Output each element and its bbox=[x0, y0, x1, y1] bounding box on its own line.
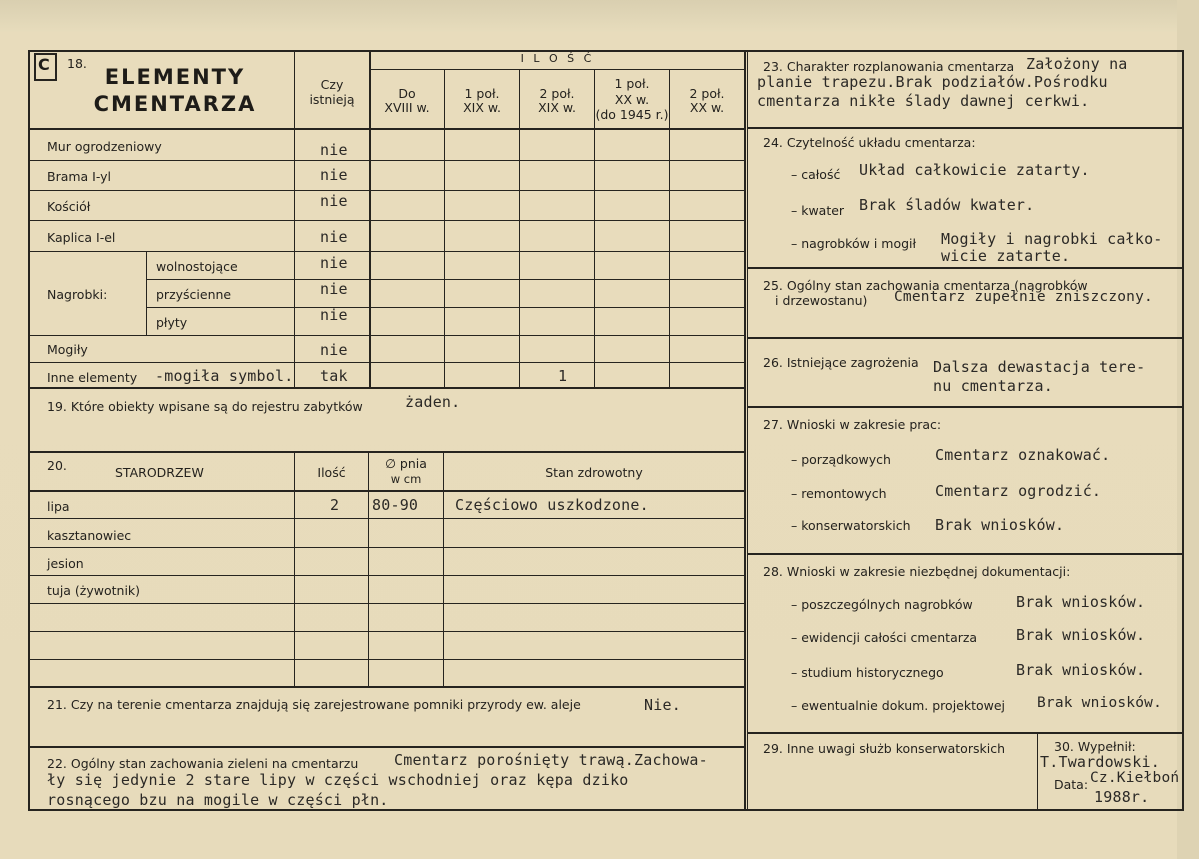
sec24-bottom bbox=[747, 267, 1183, 269]
sec20-header-trunk-1: ∅ pnia bbox=[385, 456, 427, 471]
nagrobki-divider bbox=[146, 251, 147, 335]
sec29-30-divider bbox=[1037, 733, 1038, 810]
sec20-row-line-1 bbox=[28, 518, 745, 519]
col4-header-a: 1 poł. bbox=[614, 76, 650, 91]
sec24-b-label: – kwater bbox=[791, 203, 845, 218]
ilosc-underline bbox=[371, 69, 744, 70]
sec24-c-label: – nagrobków i mogił bbox=[791, 236, 917, 251]
sec18-col-line-2 bbox=[519, 70, 520, 387]
row-label-mur: Mur ogrodzeniowy bbox=[47, 139, 162, 154]
sec24-c-value-2: wicie zatarte. bbox=[941, 247, 1071, 265]
sec21-label: 21. Czy na terenie cmentarza znajdują się zarejestrowane pomniki przyrody ew. aleje bbox=[47, 697, 581, 712]
sec30-label: 30. Wypełnił: bbox=[1054, 739, 1136, 754]
center-divider-2 bbox=[747, 50, 748, 811]
sec24-a-value: Układ całkowicie zatarty. bbox=[859, 161, 1090, 179]
sec21-value: Nie. bbox=[644, 696, 681, 714]
sec24-b-value: Brak śladów kwater. bbox=[859, 196, 1035, 214]
frame-bottom bbox=[28, 809, 1184, 811]
sec20-header-qty: Ilość bbox=[317, 465, 346, 480]
row-line-7 bbox=[28, 335, 745, 336]
sec26-label: 26. Istniejące zagrożenia bbox=[763, 355, 919, 370]
row-line-5 bbox=[147, 279, 745, 280]
inne-typed-text: -mogiła symbol. bbox=[155, 367, 294, 385]
frame-left bbox=[28, 50, 30, 811]
row-label-wolnostojace: wolnostojące bbox=[156, 259, 238, 274]
sec18-title-line2: CMENTARZA bbox=[93, 92, 257, 116]
val-wolnostojace: nie bbox=[320, 254, 348, 272]
sec23-line-3: cmentarza nikłe ślady dawnej cerkwi. bbox=[757, 92, 1090, 110]
sec29-label: 29. Inne uwagi służb konserwatorskich bbox=[763, 741, 1005, 756]
sec28-bottom bbox=[747, 732, 1183, 734]
val-mogily: nie bbox=[320, 341, 348, 359]
row-line-1 bbox=[28, 160, 745, 161]
val-mur: nie bbox=[320, 141, 348, 159]
sec27-label: 27. Wnioski w zakresie prac: bbox=[763, 417, 942, 432]
sec20-bottom bbox=[28, 686, 745, 688]
sec20-title: STARODRZEW bbox=[115, 465, 204, 480]
center-divider bbox=[744, 50, 746, 811]
sec18-title-line1: ELEMENTY bbox=[104, 65, 246, 89]
col5-header-a: 2 poł. bbox=[689, 86, 725, 101]
row-label-inne: Inne elementy bbox=[47, 370, 138, 385]
sec30-date-value-1: Cz.Kiełboń bbox=[1090, 770, 1180, 786]
sec19-bottom bbox=[28, 451, 745, 453]
col1-header-b: XVIII w. bbox=[384, 100, 430, 115]
row-label-nagrobki: Nagrobki: bbox=[47, 287, 108, 302]
sec19-label: 19. Które obiekty wpisane są do rejestru zabytków bbox=[47, 399, 363, 414]
sec20-col-line-2 bbox=[368, 453, 369, 687]
sec24-a-label: – całość bbox=[791, 167, 841, 182]
sec25-label-2: i drzewostanu) bbox=[775, 293, 868, 308]
col5-header-b: XX w. bbox=[689, 100, 725, 115]
sec28-a-label: – poszczególnych nagrobków bbox=[791, 597, 973, 612]
sec20-row-line-6 bbox=[28, 659, 745, 660]
sec30-date-label: Data: bbox=[1054, 777, 1089, 792]
val-brama: nie bbox=[320, 166, 348, 184]
row-label-brama: Brama I-yl bbox=[47, 169, 112, 184]
row-label-kosciol: Kościół bbox=[47, 199, 91, 214]
sec20-col-line-3 bbox=[443, 453, 444, 687]
sec22-label: 22. Ogólny stan zachowania zieleni na cmentarzu bbox=[47, 756, 359, 771]
val-kosciol: nie bbox=[320, 192, 348, 210]
sec18-col-line-4 bbox=[669, 70, 670, 387]
sec20-row-line-3 bbox=[28, 575, 745, 576]
sec28-b-value: Brak wniosków. bbox=[1016, 626, 1146, 644]
col2-header-a: 1 poł. bbox=[464, 86, 500, 101]
sec28-d-value: Brak wniosków. bbox=[1037, 695, 1163, 711]
exist-header-1: Czy bbox=[320, 77, 344, 92]
tree-health-0: Częściowo uszkodzone. bbox=[455, 496, 649, 514]
tree-name-0: lipa bbox=[47, 499, 70, 514]
col1-header-a: Do bbox=[398, 86, 416, 101]
inne-quantity: 1 bbox=[558, 367, 568, 385]
sec27-c-label: – konserwatorskich bbox=[791, 518, 911, 533]
row-line-3 bbox=[28, 220, 745, 221]
tree-name-2: jesion bbox=[47, 556, 84, 571]
sec20-number: 20. bbox=[47, 458, 67, 473]
sec25-value: Cmentarz zupełnie zniszczony. bbox=[894, 289, 1153, 305]
sec28-a-value: Brak wniosków. bbox=[1016, 593, 1146, 611]
sec21-bottom bbox=[28, 746, 745, 748]
tree-name-3: tuja (żywotnik) bbox=[47, 583, 141, 598]
sec26-bottom bbox=[747, 406, 1183, 408]
tree-trunk-0: 80-90 bbox=[372, 496, 419, 514]
row-line-6 bbox=[147, 307, 745, 308]
sec27-c-value: Brak wniosków. bbox=[935, 516, 1065, 534]
row-line-2 bbox=[28, 190, 745, 191]
sec26-value-1: Dalsza dewastacja tere- bbox=[933, 358, 1146, 376]
row-line-4 bbox=[28, 251, 745, 252]
sec26-value-2: nu cmentarza. bbox=[933, 377, 1053, 395]
tree-qty-0: 2 bbox=[330, 496, 340, 514]
sec18-header-bottom bbox=[28, 128, 745, 130]
sec18-number: 18. bbox=[67, 56, 87, 71]
sec28-d-label: – ewentualnie dokum. projektowej bbox=[791, 698, 1006, 713]
val-kaplica: nie bbox=[320, 228, 348, 246]
sec23-bottom bbox=[747, 127, 1183, 129]
sec20-header-trunk-2: w cm bbox=[390, 472, 422, 486]
row-label-kaplica: Kaplica I-el bbox=[47, 230, 116, 245]
sec20-col-line-1 bbox=[294, 453, 295, 687]
sec28-c-label: – studium historycznego bbox=[791, 665, 944, 680]
sec20-row-line-4 bbox=[28, 603, 745, 604]
sec23-line-1: Założony na bbox=[1026, 55, 1128, 73]
sec24-label: 24. Czytelność układu cmentarza: bbox=[763, 135, 976, 150]
sec27-b-value: Cmentarz ogrodzić. bbox=[935, 482, 1102, 500]
sec25-label-1: 25. Ogólny stan zachowania cmentarza (nagrobków bbox=[763, 278, 1088, 293]
col2-header-b: XIX w. bbox=[463, 100, 501, 115]
sec20-header-health: Stan zdrowotny bbox=[545, 465, 643, 480]
row-label-mogily: Mogiły bbox=[47, 342, 88, 357]
sec25-bottom bbox=[747, 337, 1183, 339]
sec30-date-value-2: 1988r. bbox=[1094, 788, 1150, 806]
sec27-bottom bbox=[747, 553, 1183, 555]
sec24-c-value-1: Mogiły i nagrobki całko- bbox=[941, 230, 1163, 248]
sec28-label: 28. Wnioski w zakresie niezbędnej dokumentacji: bbox=[763, 564, 1071, 579]
col3-header-b: XIX w. bbox=[538, 100, 576, 115]
exist-header-2: istnieją bbox=[309, 92, 355, 107]
sec30-filled-by: T.Twardowski. bbox=[1040, 753, 1160, 771]
sec20-header-bottom bbox=[28, 490, 745, 492]
sec20-row-line-2 bbox=[28, 547, 745, 548]
col3-header-a: 2 poł. bbox=[539, 86, 575, 101]
sec18-col-line-1 bbox=[444, 70, 445, 387]
sec18-bottom bbox=[28, 387, 745, 389]
row-label-przyscienne: przyścienne bbox=[156, 287, 232, 302]
sec28-b-label: – ewidencji całości cmentarza bbox=[791, 630, 978, 645]
sec22-line-1: Cmentarz porośnięty trawą.Zachowa- bbox=[394, 751, 708, 769]
sec27-a-value: Cmentarz oznakować. bbox=[935, 446, 1111, 464]
frame-right bbox=[1182, 50, 1184, 811]
ilosc-header: I L O Ś Ć bbox=[520, 52, 595, 65]
sec19-value: żaden. bbox=[405, 393, 461, 411]
sec27-a-label: – porządkowych bbox=[791, 452, 891, 467]
sec27-b-label: – remontowych bbox=[791, 486, 887, 501]
sec28-c-value: Brak wniosków. bbox=[1016, 661, 1146, 679]
sec22-line-3: rosnącego bzu na mogile w części płn. bbox=[47, 791, 389, 809]
val-przyscienne: nie bbox=[320, 280, 348, 298]
section-c-letter: C bbox=[38, 55, 50, 74]
sec20-row-line-5 bbox=[28, 631, 745, 632]
row-line-8 bbox=[28, 362, 745, 363]
val-inne: tak bbox=[320, 367, 348, 385]
card-top-edge bbox=[0, 0, 1199, 32]
sec22-line-2: ły się jedynie 2 stare lipy w części wschodniej oraz kępa dziko bbox=[47, 771, 629, 789]
sec23-line-2: planie trapezu.Brak podziałów.Pośrodku bbox=[757, 73, 1108, 91]
val-plyty: nie bbox=[320, 306, 348, 324]
col4-header-c: (do 1945 r.) bbox=[595, 107, 669, 122]
col4-header-b: XX w. bbox=[614, 92, 650, 107]
sec23-label: 23. Charakter rozplanowania cmentarza bbox=[763, 59, 1015, 74]
tree-name-1: kasztanowiec bbox=[47, 528, 132, 543]
row-label-plyty: płyty bbox=[156, 315, 188, 330]
